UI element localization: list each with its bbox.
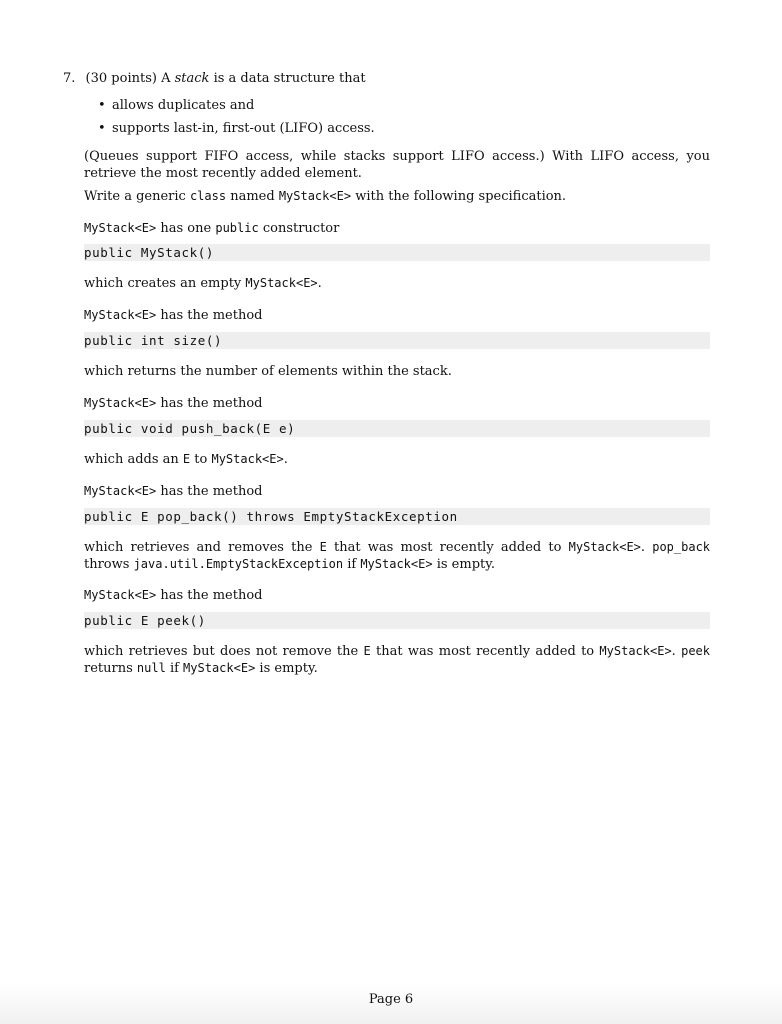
question-number: 7.: [63, 71, 76, 86]
fifo-note: (Queues support FIFO access, while stacks support LIFO access.) With LIFO access, you retrieve the most recently added element.: [84, 149, 710, 181]
peek-signature: public E peek(): [84, 612, 710, 629]
property-list: [98, 98, 375, 144]
peek-intro: MyStack<E> has the method: [84, 588, 263, 603]
size-intro: MyStack<E> has the method: [84, 308, 263, 323]
size-signature: public int size(): [84, 332, 710, 349]
pop-description: which retrieves and removes the E that was most recently added to MyStack<E>. pop_back throws java.util.EmptyStackException if MyStack<E> is empty.: [84, 540, 711, 572]
page-number: Page 6: [368, 992, 414, 1007]
stack-term: stack: [174, 71, 210, 86]
push-description: which adds an E to MyStack<E>.: [84, 452, 288, 467]
question-points: (30 points): [85, 71, 157, 86]
constructor-signature: public MyStack(): [84, 244, 710, 261]
bullet-icon: •: [98, 98, 106, 113]
intro-pre: A: [161, 71, 175, 86]
pop-signature: public E pop_back() throws EmptyStackException: [84, 508, 710, 525]
push-signature: public void push_back(E e): [84, 420, 710, 437]
intro-post: is a data structure that: [209, 71, 366, 86]
list-item: • supports last-in, first-out (LIFO) access.: [98, 121, 375, 136]
size-description: which returns the number of elements within the stack.: [84, 364, 452, 379]
constructor-description: which creates an empty MyStack<E>.: [84, 276, 322, 291]
pop-intro: MyStack<E> has the method: [84, 484, 263, 499]
push-intro: MyStack<E> has the method: [84, 396, 263, 411]
bullet-icon: •: [98, 121, 106, 136]
list-item: • allows duplicates and: [98, 98, 255, 113]
peek-description: which retrieves but does not remove the E that was most recently added to MyStack<E>. peek returns null if MyStack<E> is empty.: [84, 644, 711, 676]
write-instruction: Write a generic class named MyStack<E> with the following specification.: [84, 189, 567, 204]
constructor-intro: MyStack<E> has one public constructor: [84, 221, 340, 236]
question-header: [63, 71, 366, 87]
